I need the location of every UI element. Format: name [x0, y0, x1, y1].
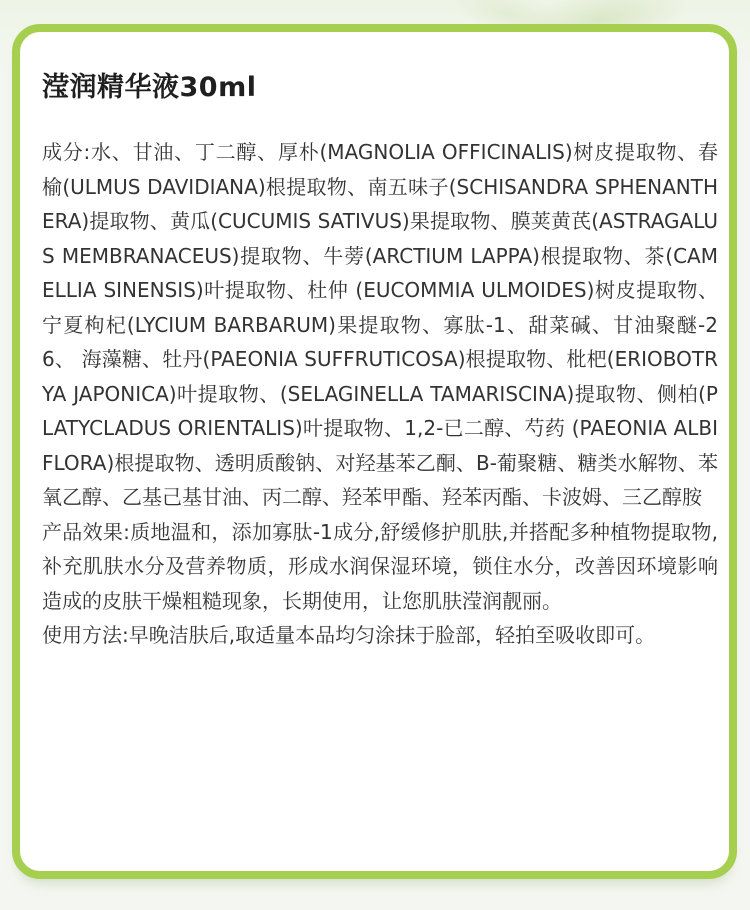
product-info-card	[12, 24, 737, 879]
ingredients-text: 成分:水、甘油、丁二醇、厚朴(MAGNOLIA OFFICINALIS)树皮提取物、春榆(ULMUS DAVIDIANA)根提取物、南五味子(SCHISANDRA SPHENANTHERA)提取物、黄瓜(CUCUMIS SATIVUS)果提取物、膜荚黄芪(ASTRAGALUS MEMBRANACEUS)提取物、牛蒡(ARCTIUM LAPPA)根提取物、茶(CAMELLIA SINENSIS)叶提取物、杜仲 (EUCOMMIA ULMOIDES)树皮提取物、宁夏枸杞(LYCIUM BARBARUM)果提取物、寡肽-1、甜菜碱、甘油聚醚-26、 海藻糖、牡丹(PAEONIA SUFFRUTICOSA)根提取物、枇杷(ERIOBOTRYA JAPONICA)叶提取物、(SELAGINELLA TAMARISCINA)提取物、侧柏(PLATYCLADUS ORIENTALIS)叶提取物、1,2-已二醇、芍药 (PAEONIA ALBIFLORA)根提取物、透明质酸钠、对羟基苯乙酮、B-葡聚糖、糖类水解物、苯氧乙醇、乙基己基甘油、丙二醇、羟苯甲酯、羟苯丙酯、卡波姆、三乙醇胺	[42, 140, 718, 509]
product-description	[42, 135, 718, 653]
usage-text: 使用方法:早晚洁肤后,取适量本品均匀涂抹于脸部，轻拍至吸收即可。	[42, 623, 656, 647]
product-title: 滢润精华液30ml	[42, 72, 257, 103]
effects-text: 产品效果:质地温和，添加寡肽-1成分,舒缓修护肌肤,并搭配多种植物提取物,补充肌肤水分及营养物质，形成水润保湿环境，锁住水分，改善因环境影响造成的皮肤干燥粗糙现象，长期使用，让您肌肤滢润靓丽。	[42, 519, 718, 613]
